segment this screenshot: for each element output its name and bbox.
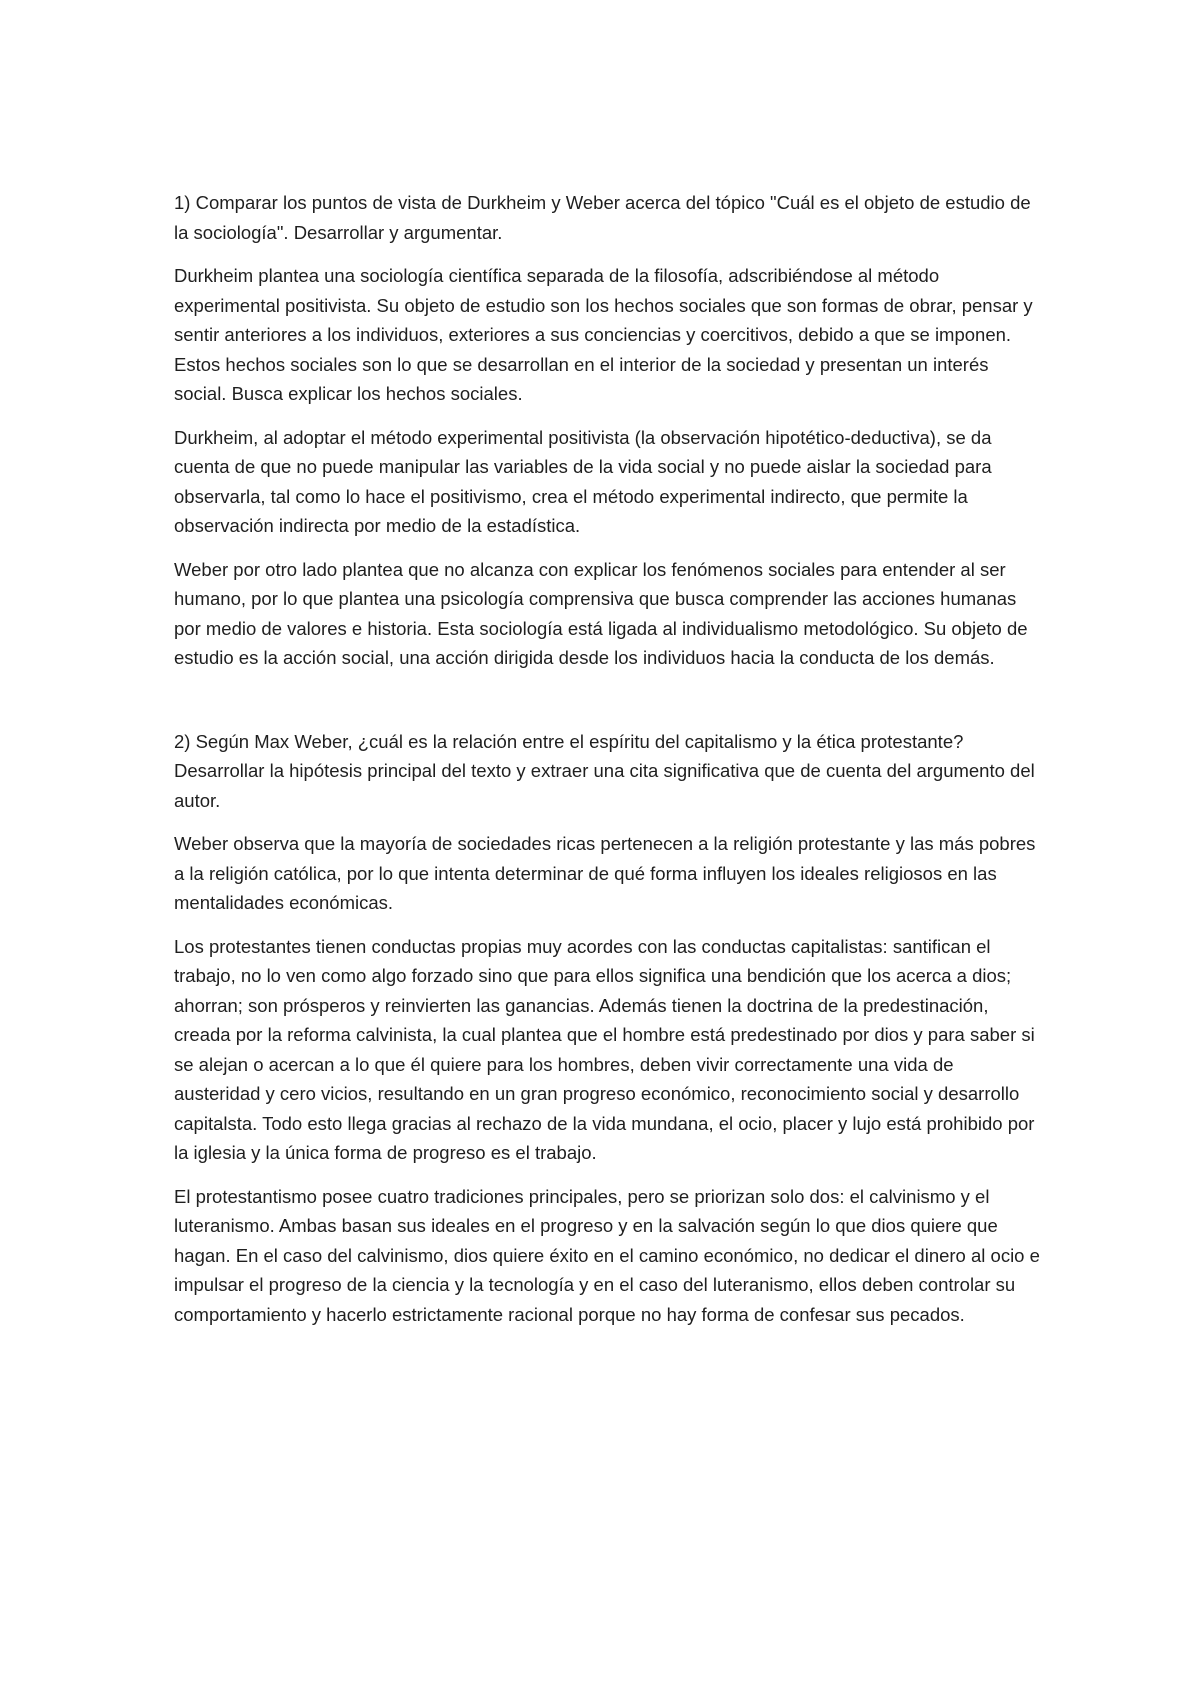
- question-2-text: 2) Según Max Weber, ¿cuál es la relación entre el espíritu del capitalismo y la ética protestante? Desarrollar la hipótesis principal del texto y extraer una cita significativa que de cuenta del argumento del autor.: [174, 730, 1035, 811]
- answer-1-paragraph-1: Durkheim plantea una sociología científica separada de la filosofía, adscribiéndose al método experimental positivista. Su objeto de estudio son los hechos sociales que son formas de obrar, pensar y sentir anteriores a los individuos, exteriores a sus conciencias y coercitivos, debido a que se imponen. Estos hechos sociales son lo que se desarrollan en el interior de la sociedad y presentan un interés social. Busca explicar los hechos sociales.: [174, 265, 1033, 404]
- answer-2-paragraph-2: Los protestantes tienen conductas propias muy acordes con las conductas capitalistas: santifican el trabajo, no lo ven como algo forzado sino que para ellos significa una bendición que los acerca a dios; ahorran; son prósperos y reinvierten las ganancias. Además tienen la doctrina de la predestinación, creada por la reforma calvinista, la cual plantea que el hombre está predestinado por dios y para saber si se alejan o acercan a lo que él quiere para los hombres, deben vivir correctamente una vida de austeridad y cero vicios, resultando en un gran progreso económico, reconocimiento social y desarrollo capitalsta. Todo esto llega gracias al rechazo de la vida mundana, el ocio, placer y lujo está prohibido por la iglesia y la única forma de progreso es el trabajo.: [174, 935, 1035, 1163]
- answer-1-paragraph-2: Durkheim, al adoptar el método experimental positivista (la observación hipotético-deductiva), se da cuenta de que no puede manipular las variables de la vida social y no puede aislar la sociedad para observarla, tal como lo hace el positivismo, crea el método experimental indirecto, que permite la observación indirecta por medio de la estadística.: [174, 426, 992, 536]
- answer-2-paragraph-3: El protestantismo posee cuatro tradiciones principales, pero se priorizan solo dos: el calvinismo y el luteranismo. Ambas basan sus ideales en el progreso y en la salvación según lo que dios quiere que hagan. En el caso del calvinismo, dios quiere éxito en el camino económico, no dedicar el dinero al ocio e impulsar el progreso de la ciencia y la tecnología y en el caso del luteranismo, ellos deben controlar su comportamiento y hacerlo estrictamente racional porque no hay forma de confesar sus pecados.: [174, 1185, 1040, 1325]
- document-page: [174, 188, 1044, 1343]
- section-spacer: [174, 687, 1044, 727]
- answer-1-paragraph-3: Weber por otro lado plantea que no alcanza con explicar los fenómenos sociales para entender al ser humano, por lo que plantea una psicología comprensiva que busca comprender las acciones humanas por medio de valores e historia. Esta sociología está ligada al individualismo metodológico. Su objeto de estudio es la acción social, una acción dirigida desde los individuos hacia la conducta de los demás.: [174, 558, 1028, 668]
- question-1-text: 1) Comparar los puntos de vista de Durkheim y Weber acerca del tópico "Cuál es el objeto de estudio de la sociología". Desarrollar y argumentar.: [174, 192, 1031, 243]
- answer-2-paragraph-1: Weber observa que la mayoría de sociedades ricas pertenecen a la religión protestante y las más pobres a la religión católica, por lo que intenta determinar de qué forma influyen los ideales religiosos en las mentalidades económicas.: [174, 833, 1036, 913]
